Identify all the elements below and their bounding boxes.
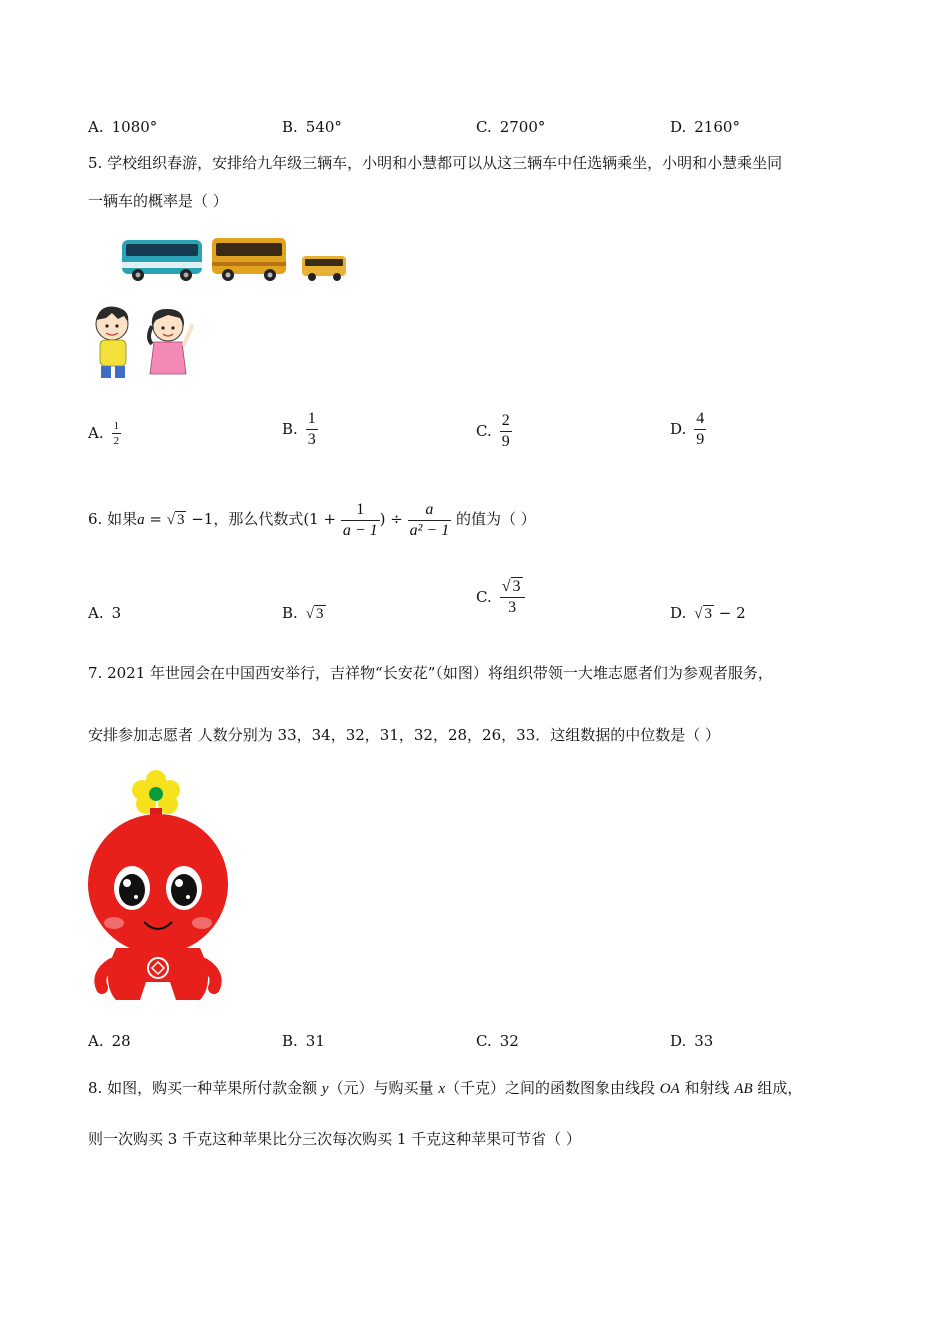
q4-option-b: B. 540° <box>282 118 342 136</box>
fraction: $\frac{a}{\text{a² − 1}}$ <box>409 500 450 539</box>
q8-stem-line2: 则一次购买 3 千克这种苹果比分三次每次购买 1 千克这种苹果可节省（ ） <box>88 1130 581 1148</box>
kids-illustration <box>88 304 200 382</box>
sqrt: √ 3 <box>305 606 324 622</box>
boy-icon <box>96 307 128 378</box>
q7-stem-line1: 7. 2021 年世园会在中国西安举行，吉祥物“长安花”（如图）将组织带领一大堆志愿者们为参观者服务， <box>88 664 773 682</box>
mascot-changanhua-illustration <box>86 768 230 1014</box>
fraction: $\frac{2}{9}$ <box>501 412 510 450</box>
fraction: $\frac{1}{2}$ <box>113 420 120 447</box>
q4-option-c: C. 2700° <box>476 118 546 136</box>
q5-option-b: B. $\frac{1}{3}$ <box>282 410 316 448</box>
sqrt: √ 3 <box>694 606 712 622</box>
q6-option-c: C. $\frac{√ 3}{3}$ <box>476 578 525 617</box>
sqrt: √ 3 <box>166 512 185 528</box>
flower-icon <box>132 770 180 818</box>
q7-option-d: D. 33 <box>670 1032 714 1050</box>
buses-illustration <box>118 232 350 284</box>
q7-stem-line2: 安排参加志愿者 人数分别为 33，34，32，31，32，28，26，33．这组数据的中位数是（ ） <box>88 726 721 744</box>
small-bus-icon <box>302 256 346 281</box>
q5-option-d: D. $\frac{4}{9}$ <box>670 410 705 448</box>
q6-option-b: B. √ 3 <box>282 604 324 622</box>
girl-icon <box>149 309 192 374</box>
q5-option-c: C. $\frac{2}{9}$ <box>476 412 510 450</box>
q5-stem-line1: 5. 学校组织春游，安排给九年级三辆车，小明和小慧都可以从这三辆车中任选辆乘坐，小明和小慧乘坐同 <box>88 154 783 172</box>
q6-stem: 6. 如果a = √ 3 −1，那么代数式(1 + $\frac{1}{a - 1}$ ) ÷ $\frac{a}{\text{a² − 1}}$ 的值为（ ） <box>88 500 536 539</box>
q5-stem-line2: 一辆车的概率是（ ） <box>88 192 228 210</box>
sqrt: √ 3 <box>501 578 521 595</box>
teal-bus-icon <box>122 240 202 281</box>
fraction: $\frac{√ 3}{3}$ <box>500 578 525 617</box>
q6-option-a: A. 3 <box>88 604 122 622</box>
q4-option-a: A. 1080° <box>88 118 158 136</box>
q8-stem-line1: 8. 如图，购买一种苹果所付款金额 y（元）与购买量 x（千克）之间的函数图象由线段 OA 和射线 AB 组成， <box>88 1079 803 1097</box>
fraction: $\frac{1}{3}$ <box>307 410 316 448</box>
q4-option-d: D. 2160° <box>670 118 740 136</box>
q6-option-d: D. √ 3 − 2 <box>670 604 746 622</box>
q7-option-b: B. 31 <box>282 1032 325 1050</box>
fraction: $\frac{1}{a - 1}$ <box>342 500 378 539</box>
fraction: $\frac{4}{9}$ <box>696 410 705 448</box>
q5-option-a: A. $\frac{1}{2}$ <box>88 420 120 447</box>
mascot-head <box>88 814 228 954</box>
orange-bus-icon <box>212 238 286 281</box>
q7-option-c: C. 32 <box>476 1032 519 1050</box>
q7-option-a: A. 28 <box>88 1032 131 1050</box>
